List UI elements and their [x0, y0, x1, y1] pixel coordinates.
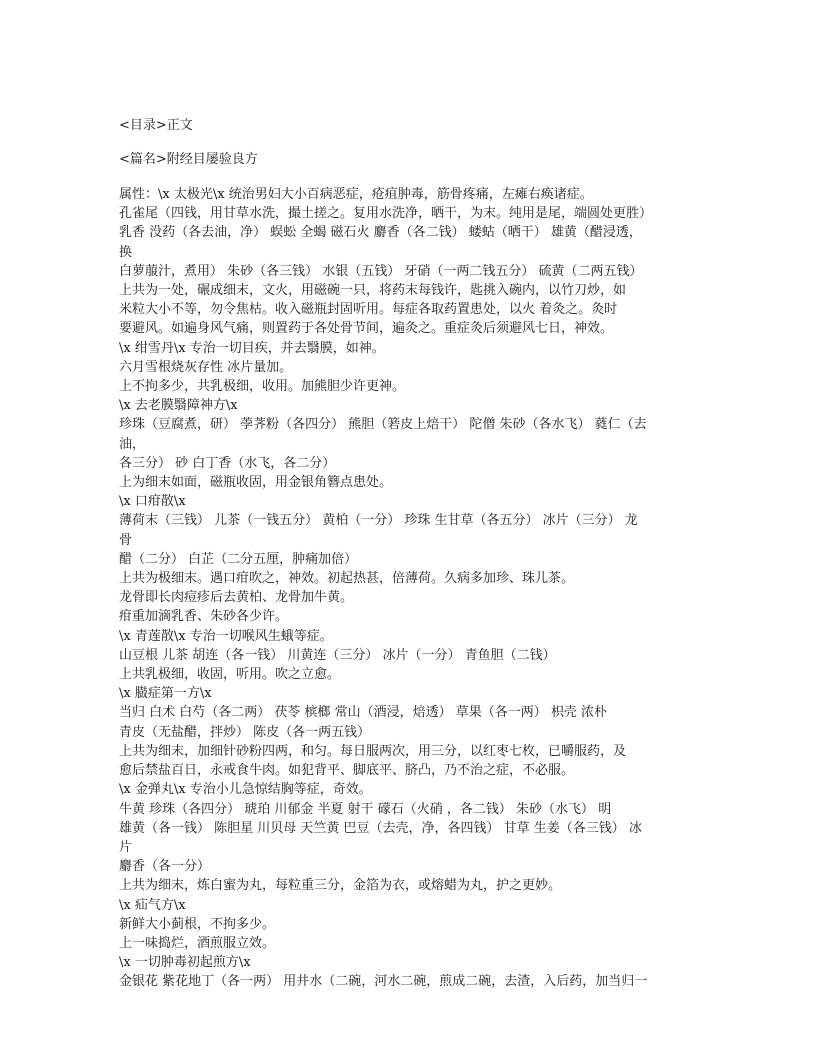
toc-line: <目录>正文: [119, 118, 193, 133]
body-line: 麝香（各一分）: [119, 859, 211, 875]
body-line: 山豆根 儿茶 胡连（各一钱） 川黄连（三分） 冰片（一分） 青鱼胆（二钱）: [119, 647, 556, 663]
body-line: \x 臌症第一方\x: [119, 686, 212, 702]
body-line: 上共为极细末。遇口疳吹之，神效。初起热甚，倍薄荷。久病多加珍、珠儿茶。: [119, 571, 575, 587]
section-title: <篇名>附经目屡验良方: [119, 152, 258, 167]
body-line: 油，: [119, 436, 146, 452]
body-line: 薄荷末（三钱） 儿茶（一钱五分） 黄柏（一分） 珍珠 生甘草（各五分） 冰片（三分） 龙: [119, 513, 638, 529]
body-line: \x 疝气方\x: [119, 897, 186, 913]
body-line: 孔雀尾（四钱，用甘草水洗，撮土搓之。复用水洗净，晒干，为末。纯用是尾，端圆处更胜）: [119, 206, 653, 222]
body-line: \x 去老膜翳障神方\x: [119, 398, 238, 414]
body-line: 白萝菔汁，煮用） 朱砂（各三钱） 水银（五钱） 牙硝（一两二钱五分） 硫黄（二两五钱）: [119, 263, 643, 279]
body-line: 六月雪根烧灰存性 冰片量加。: [119, 359, 293, 375]
body-line: 上不拘多少，共乳极细，收用。加熊胆少许更神。: [119, 379, 406, 395]
body-line: \x 一切肿毒初起煎方\x: [119, 955, 251, 971]
body-line: 上为细末如面，磁瓶收固，用金银角簪点患处。: [119, 475, 393, 491]
body-line: 上共为细末，炼白蜜为丸，每粒重三分，金箔为衣，或熔蜡为丸，护之更妙。: [119, 878, 562, 894]
body-line: \x 金弹丸\x 专治小儿急惊结胸等症，奇效。: [119, 782, 372, 798]
body-line: 龙骨即长肉痘疹后去黄柏、龙骨加牛黄。: [119, 590, 354, 606]
body-line: 新鲜大小蓟根，不拘多少。: [119, 916, 276, 932]
body-line: 当归 白术 白芍（各二两） 茯苓 槟榔 常山（酒浸，焙透） 草果（各一两） 枳壳 浓朴: [119, 705, 608, 721]
body-line: 乳香 没药（各去油，净） 蜈蚣 全蝎 磁石火 麝香（各二钱） 蝼蛄（晒干） 雄黄（醋浸透，: [119, 225, 642, 241]
body-line: 各三分） 砂 白丁香（水飞，各二分）: [119, 455, 336, 471]
body-line: 上共为一处，碾成细末，文火，用磁碗一只，将药末每钱许，匙挑入碗内，以竹刀炒，如: [119, 283, 627, 299]
body-line: 珍珠（豆腐煮，研） 荸荠粉（各四分） 熊胆（箬皮上焙干） 陀僧 朱砂（各水飞） 蕤仁（去: [119, 417, 647, 433]
body-line: 属性：\x 太极光\x 统治男妇大小百病恶症，疮疽肿毒，筋骨疼痛，左瘫右痪诸症。: [119, 187, 593, 202]
body-line: 片: [119, 839, 133, 855]
body-line: 醋（二分） 白芷（二分五厘，肿痛加倍）: [119, 551, 358, 567]
body-line: 牛黄 珍珠（各四分） 琥珀 川郁金 半夏 射干 礞石（火硝 ，各二钱） 朱砂（水飞） 明: [119, 801, 612, 817]
body-line: 上一味捣烂，酒煎服立效。: [119, 935, 276, 951]
body-line: 上共为细末，加细针砂粉四两，和匀。每日服两次，用三分，以红枣七枚，已嚼服药，及: [119, 743, 627, 759]
body-line: 换: [119, 244, 133, 260]
document-body: [119, 185, 705, 992]
body-line: \x 青莲散\x 专治一切喉风生蛾等症。: [119, 628, 333, 644]
body-line: 疳重加滴乳香、朱砂各少许。: [119, 609, 289, 625]
body-line: 愈后禁盐百日，永戒食牛肉。如犯背平、脚底平、脐凸，乃不治之症，不必服。: [119, 763, 575, 779]
body-line: \x 绀雪丹\x 专治一切目疾，并去翳膜，如神。: [119, 340, 385, 356]
body-line: 上共乳极细，收固，听用。吹之立愈。: [119, 667, 341, 683]
body-line: \x 口疳散\x: [119, 494, 186, 510]
body-line: 青皮（无盐醋，拌炒） 陈皮（各一两五钱）: [119, 724, 371, 740]
body-line: 雄黄（各一钱） 陈胆星 川贝母 天竺黄 巴豆（去壳，净，各四钱） 甘草 生姜（各三钱） 冰: [119, 820, 642, 836]
body-line: 米粒大小不等，勿令焦枯。收入磁瓶封固听用。每症各取药置患处，以火 着灸之。灸时: [119, 302, 618, 318]
body-line: 要避风。如遍身风气痛，则置药于各处骨节间，遍灸之。重症灸后须避风七日，神效。: [119, 321, 614, 337]
body-line: 骨: [119, 532, 133, 548]
body-line: 金银花 紫花地丁（各一两） 用井水（二碗，河水二碗，煎成二碗，去渣，入后药，加当归一: [119, 974, 648, 990]
